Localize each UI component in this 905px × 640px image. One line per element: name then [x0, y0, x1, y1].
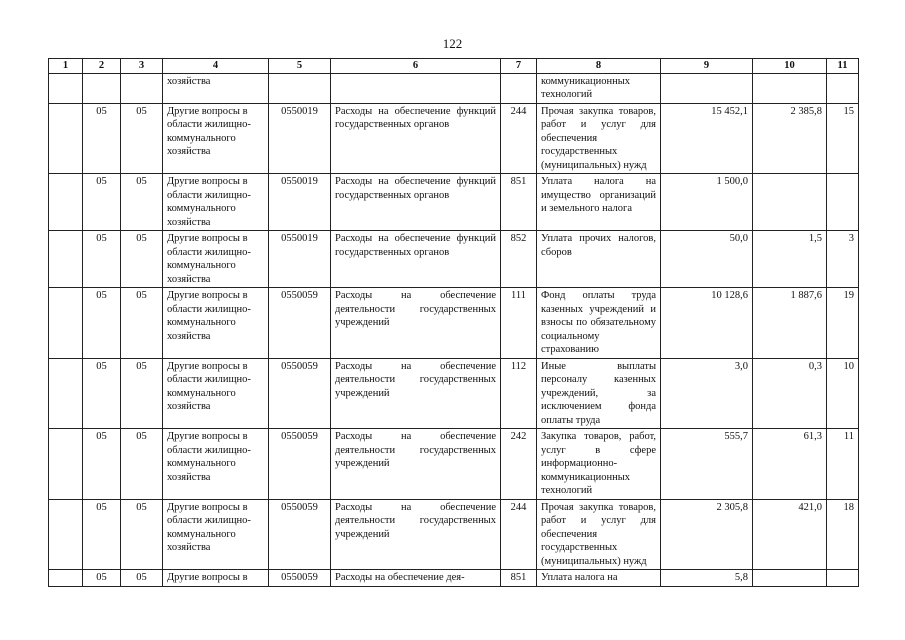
- cell-col1: [49, 103, 83, 174]
- column-header-8: 8: [537, 59, 661, 74]
- cell-col7: [501, 73, 537, 103]
- cell-col7: 242: [501, 429, 537, 500]
- cell-col11: [827, 570, 859, 587]
- table-row: [49, 429, 859, 500]
- column-header-9: 9: [661, 59, 753, 74]
- cell-col8: Закупка товаров, работ, услуг в сфере информационно-коммуникационных технологий: [537, 429, 661, 500]
- column-header-3: 3: [121, 59, 163, 74]
- cell-col2: 05: [83, 358, 121, 429]
- cell-col4: Другие вопросы в области жилищно-коммунального хозяйства: [163, 288, 269, 359]
- cell-col2: 05: [83, 174, 121, 231]
- cell-col7: 111: [501, 288, 537, 359]
- cell-col5: 0550019: [269, 174, 331, 231]
- cell-col7: 851: [501, 174, 537, 231]
- cell-col11: 19: [827, 288, 859, 359]
- cell-col1: [49, 231, 83, 288]
- cell-col4: Другие вопросы в области жилищно-коммунального хозяйства: [163, 231, 269, 288]
- cell-col4: Другие вопросы в области жилищно-коммунального хозяйства: [163, 499, 269, 570]
- column-header-7: 7: [501, 59, 537, 74]
- cell-col5: 0550059: [269, 570, 331, 587]
- cell-col11: 10: [827, 358, 859, 429]
- cell-col11: [827, 73, 859, 103]
- cell-col1: [49, 73, 83, 103]
- cell-col9: [661, 73, 753, 103]
- cell-col2: 05: [83, 570, 121, 587]
- cell-col5: 0550059: [269, 429, 331, 500]
- cell-col8: Прочая закупка товаров, работ и услуг для обеспечения государственных (муниципальных) нужд: [537, 103, 661, 174]
- cell-col9: 15 452,1: [661, 103, 753, 174]
- cell-col2: 05: [83, 288, 121, 359]
- cell-col3: 05: [121, 358, 163, 429]
- cell-col2: 05: [83, 103, 121, 174]
- cell-col3: 05: [121, 174, 163, 231]
- cell-col10: [753, 570, 827, 587]
- cell-col2: 05: [83, 429, 121, 500]
- cell-col10: 61,3: [753, 429, 827, 500]
- cell-col2: 05: [83, 499, 121, 570]
- cell-col1: [49, 499, 83, 570]
- cell-col1: [49, 174, 83, 231]
- cell-col6: [331, 73, 501, 103]
- cell-col3: 05: [121, 499, 163, 570]
- cell-col4: Другие вопросы в области жилищно-коммунального хозяйства: [163, 358, 269, 429]
- cell-col9: 10 128,6: [661, 288, 753, 359]
- column-header-10: 10: [753, 59, 827, 74]
- cell-col5: 0550059: [269, 288, 331, 359]
- cell-col7: 244: [501, 103, 537, 174]
- cell-col3: 05: [121, 429, 163, 500]
- cell-col4: хозяйства: [163, 73, 269, 103]
- table-row: [49, 499, 859, 570]
- cell-col4: Другие вопросы в области жилищно-коммунального хозяйства: [163, 429, 269, 500]
- header-row: [49, 59, 859, 74]
- column-header-4: 4: [163, 59, 269, 74]
- cell-col10: 1,5: [753, 231, 827, 288]
- cell-col4: Другие вопросы в: [163, 570, 269, 587]
- cell-col8: Прочая закупка товаров, работ и услуг для обеспечения государственных (муниципальных) нужд: [537, 499, 661, 570]
- cell-col11: [827, 174, 859, 231]
- page-number: 122: [442, 36, 463, 51]
- cell-col3: 05: [121, 231, 163, 288]
- cell-col11: 11: [827, 429, 859, 500]
- cell-col10: 0,3: [753, 358, 827, 429]
- cell-col6: Расходы на обеспечение дея-: [331, 570, 501, 587]
- cell-col3: 05: [121, 288, 163, 359]
- cell-col5: 0550019: [269, 231, 331, 288]
- cell-col8: Уплата налога на имущество организаций и земельного налога: [537, 174, 661, 231]
- cell-col4: Другие вопросы в области жилищно-коммунального хозяйства: [163, 174, 269, 231]
- cell-col6: Расходы на обеспечение деятельности государственных учреждений: [331, 499, 501, 570]
- table-row: [49, 570, 859, 587]
- cell-col11: 15: [827, 103, 859, 174]
- cell-col9: 555,7: [661, 429, 753, 500]
- cell-col3: 05: [121, 570, 163, 587]
- column-header-2: 2: [83, 59, 121, 74]
- table-row: [49, 231, 859, 288]
- cell-col5: [269, 73, 331, 103]
- cell-col7: 112: [501, 358, 537, 429]
- cell-col6: Расходы на обеспечение функций государственных органов: [331, 174, 501, 231]
- budget-table: [48, 58, 859, 587]
- cell-col10: 1 887,6: [753, 288, 827, 359]
- cell-col1: [49, 570, 83, 587]
- cell-col4: Другие вопросы в области жилищно-коммунального хозяйства: [163, 103, 269, 174]
- cell-col8: Фонд оплаты труда казенных учреждений и взносы по обязательному социальному страхованию: [537, 288, 661, 359]
- cell-col8: Иные выплаты персоналу казенных учреждений, за исключением фонда оплаты труда: [537, 358, 661, 429]
- cell-col7: 851: [501, 570, 537, 587]
- cell-col10: 421,0: [753, 499, 827, 570]
- cell-col6: Расходы на обеспечение деятельности государственных учреждений: [331, 429, 501, 500]
- cell-col1: [49, 288, 83, 359]
- cell-col1: [49, 358, 83, 429]
- table-row: [49, 358, 859, 429]
- cell-col3: [121, 73, 163, 103]
- cell-col9: 50,0: [661, 231, 753, 288]
- column-header-6: 6: [331, 59, 501, 74]
- column-header-11: 11: [827, 59, 859, 74]
- cell-col6: Расходы на обеспечение деятельности государственных учреждений: [331, 288, 501, 359]
- cell-col6: Расходы на обеспечение деятельности государственных учреждений: [331, 358, 501, 429]
- cell-col8: Уплата налога на: [537, 570, 661, 587]
- table-row: [49, 174, 859, 231]
- cell-col8: Уплата прочих налогов, сборов: [537, 231, 661, 288]
- column-header-5: 5: [269, 59, 331, 74]
- cell-col10: 2 385,8: [753, 103, 827, 174]
- cell-col5: 0550019: [269, 103, 331, 174]
- cell-col7: 244: [501, 499, 537, 570]
- table-row: [49, 103, 859, 174]
- cell-col10: [753, 174, 827, 231]
- cell-col8: коммуникационных технологий: [537, 73, 661, 103]
- cell-col11: 18: [827, 499, 859, 570]
- cell-col6: Расходы на обеспечение функций государственных органов: [331, 103, 501, 174]
- column-header-1: 1: [49, 59, 83, 74]
- table-body: [49, 73, 859, 586]
- cell-col10: [753, 73, 827, 103]
- cell-col2: [83, 73, 121, 103]
- continuation-row: [49, 73, 859, 103]
- cell-col9: 5,8: [661, 570, 753, 587]
- cell-col5: 0550059: [269, 499, 331, 570]
- cell-col9: 2 305,8: [661, 499, 753, 570]
- cell-col1: [49, 429, 83, 500]
- cell-col9: 3,0: [661, 358, 753, 429]
- cell-col11: 3: [827, 231, 859, 288]
- table-row: [49, 288, 859, 359]
- cell-col2: 05: [83, 231, 121, 288]
- cell-col9: 1 500,0: [661, 174, 753, 231]
- cell-col3: 05: [121, 103, 163, 174]
- cell-col7: 852: [501, 231, 537, 288]
- cell-col5: 0550059: [269, 358, 331, 429]
- cell-col6: Расходы на обеспечение функций государственных органов: [331, 231, 501, 288]
